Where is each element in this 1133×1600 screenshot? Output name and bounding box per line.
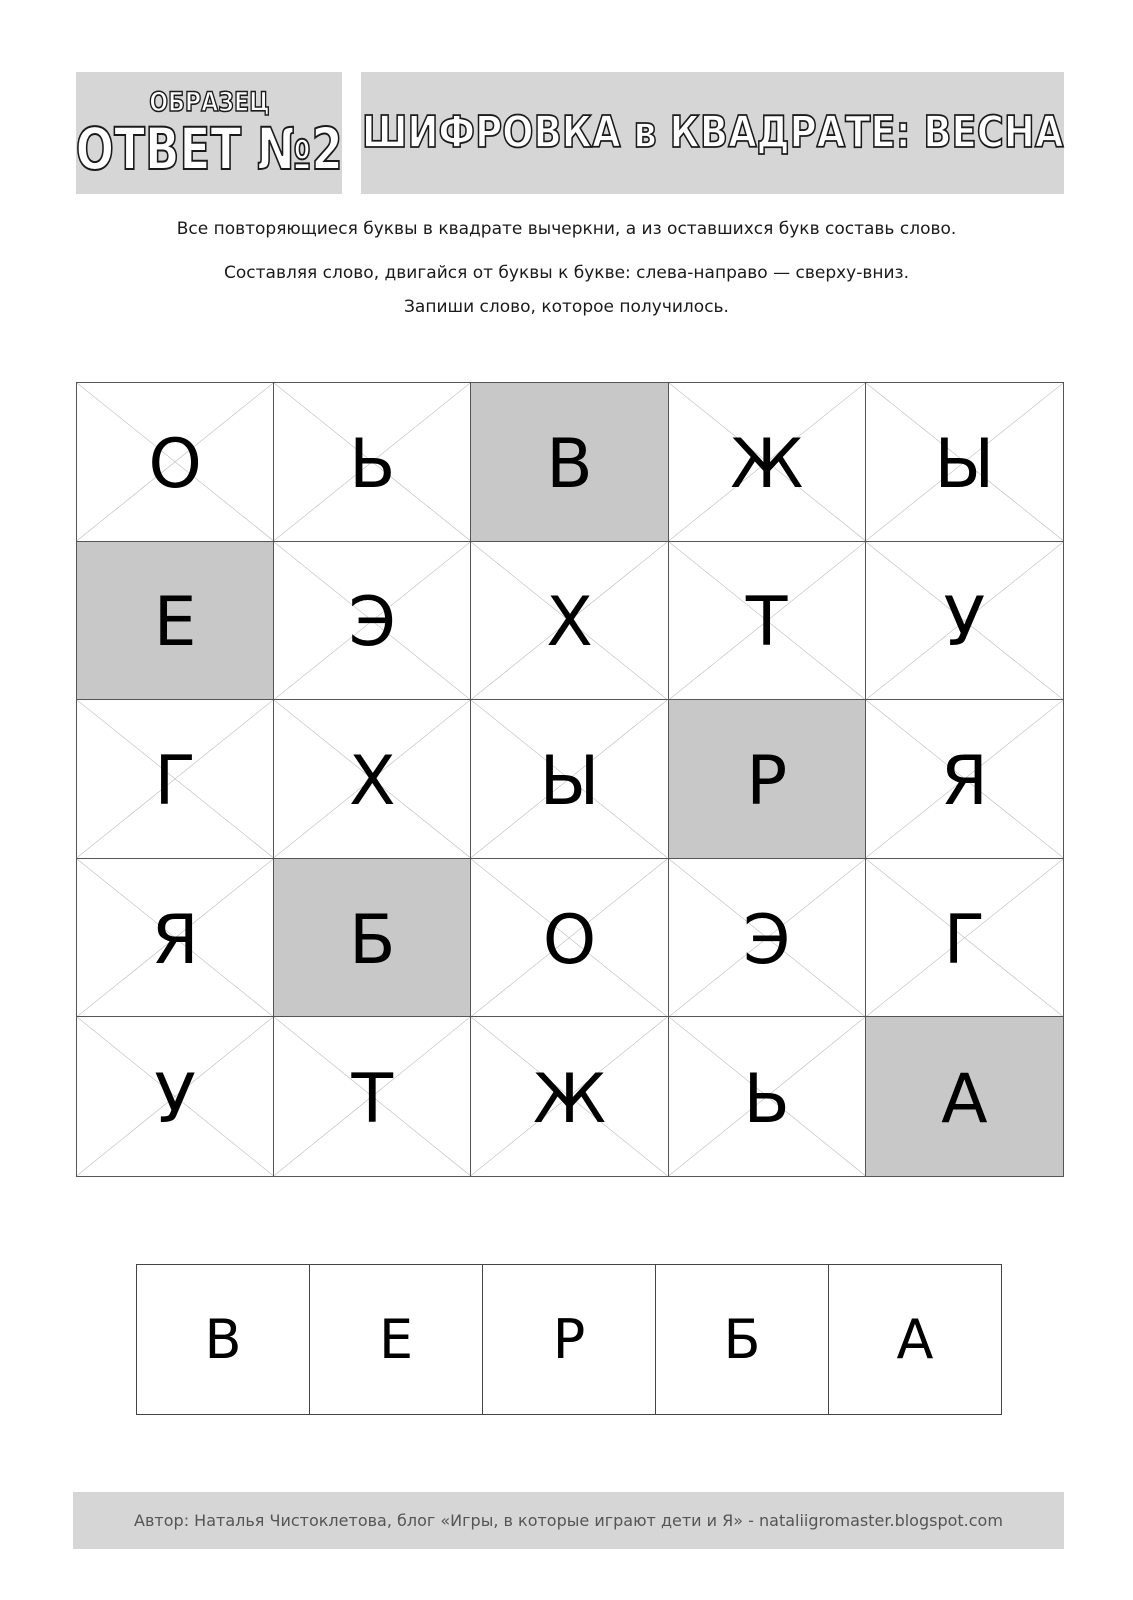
grid-cell[interactable] — [866, 859, 1063, 1018]
answer-word-boxes — [136, 1264, 1002, 1415]
sample-label: ОБРАЗЕЦ — [148, 86, 270, 118]
answer-letter-box[interactable]: Р — [483, 1265, 656, 1414]
grid-letter: А — [941, 1059, 988, 1139]
grid-letter: Т — [351, 1059, 394, 1139]
grid-cell[interactable] — [669, 859, 866, 1018]
grid-letter: Ы — [539, 741, 600, 821]
title-banner — [361, 72, 1064, 194]
grid-cell-kept[interactable] — [274, 859, 471, 1018]
grid-cell-kept[interactable] — [77, 542, 274, 701]
cipher-grid — [76, 382, 1064, 1177]
grid-cell-kept[interactable] — [471, 383, 668, 542]
grid-letter: О — [148, 424, 202, 504]
grid-letter: Б — [348, 900, 396, 980]
grid-cell[interactable] — [77, 859, 274, 1018]
grid-letter: Т — [745, 583, 788, 663]
instruction-line-1: Все повторяющиеся буквы в квадрате вычеркни, а из оставшихся букв составь слово. — [176, 219, 957, 239]
grid-letter: Х — [546, 583, 593, 663]
grid-cell[interactable] — [274, 383, 471, 542]
grid-letter: Ь — [348, 424, 396, 504]
grid-cell[interactable] — [669, 1017, 866, 1176]
grid-letter: Ж — [532, 1059, 607, 1139]
grid-cell[interactable] — [77, 383, 274, 542]
author-footer: Автор: Наталья Чистоклетова, блог «Игры, в которые играют дети и Я» - nataliigromaster.blogspot.com — [73, 1492, 1064, 1549]
grid-cell[interactable] — [274, 700, 471, 859]
grid-letter: Ы — [934, 424, 995, 504]
grid-letter: У — [943, 583, 986, 663]
grid-cell[interactable] — [274, 1017, 471, 1176]
grid-cell[interactable] — [274, 542, 471, 701]
grid-letter: Г — [154, 741, 196, 821]
grid-cell[interactable] — [471, 700, 668, 859]
instruction-line-2: Составляя слово, двигайся от буквы к букве: слева-направо — сверху-вниз. — [224, 263, 909, 283]
grid-cell[interactable] — [669, 542, 866, 701]
grid-letter: Р — [746, 741, 788, 821]
grid-cell[interactable] — [669, 383, 866, 542]
grid-cell-kept[interactable] — [669, 700, 866, 859]
grid-cell-kept[interactable] — [866, 1017, 1063, 1176]
grid-letter: Э — [348, 583, 397, 663]
grid-cell[interactable] — [866, 383, 1063, 542]
grid-letter: У — [154, 1059, 196, 1139]
grid-cell[interactable] — [471, 859, 668, 1018]
grid-cell[interactable] — [471, 542, 668, 701]
answer-letter-box[interactable]: А — [896, 1308, 934, 1371]
answer-letter-box[interactable]: Е — [310, 1265, 483, 1414]
page-title: ШИФРОВКА в КВАДРАТЕ: ВЕСНА — [361, 107, 1064, 158]
grid-cell[interactable] — [471, 1017, 668, 1176]
answer-number-label: ОТВЕТ №2 — [75, 114, 343, 183]
grid-letter: Е — [153, 583, 197, 663]
grid-cell[interactable] — [77, 700, 274, 859]
grid-letter: Х — [348, 741, 396, 821]
grid-letter: О — [542, 900, 597, 980]
grid-letter: Ь — [743, 1059, 791, 1139]
grid-letter: В — [546, 424, 593, 504]
grid-letter: Ж — [730, 424, 804, 504]
grid-letter: Э — [742, 900, 791, 980]
grid-cell[interactable] — [866, 542, 1063, 701]
grid-letter: Г — [943, 900, 986, 980]
grid-cell[interactable] — [866, 700, 1063, 859]
grid-cell[interactable] — [77, 1017, 274, 1176]
instruction-line-3: Запиши слово, которое получилось. — [404, 297, 729, 317]
grid-letter: Я — [940, 741, 989, 821]
grid-letter: Я — [151, 900, 199, 980]
sample-answer-badge — [76, 72, 342, 194]
answer-letter-box[interactable]: Б — [656, 1265, 829, 1414]
answer-letter-box[interactable]: В — [137, 1265, 310, 1414]
